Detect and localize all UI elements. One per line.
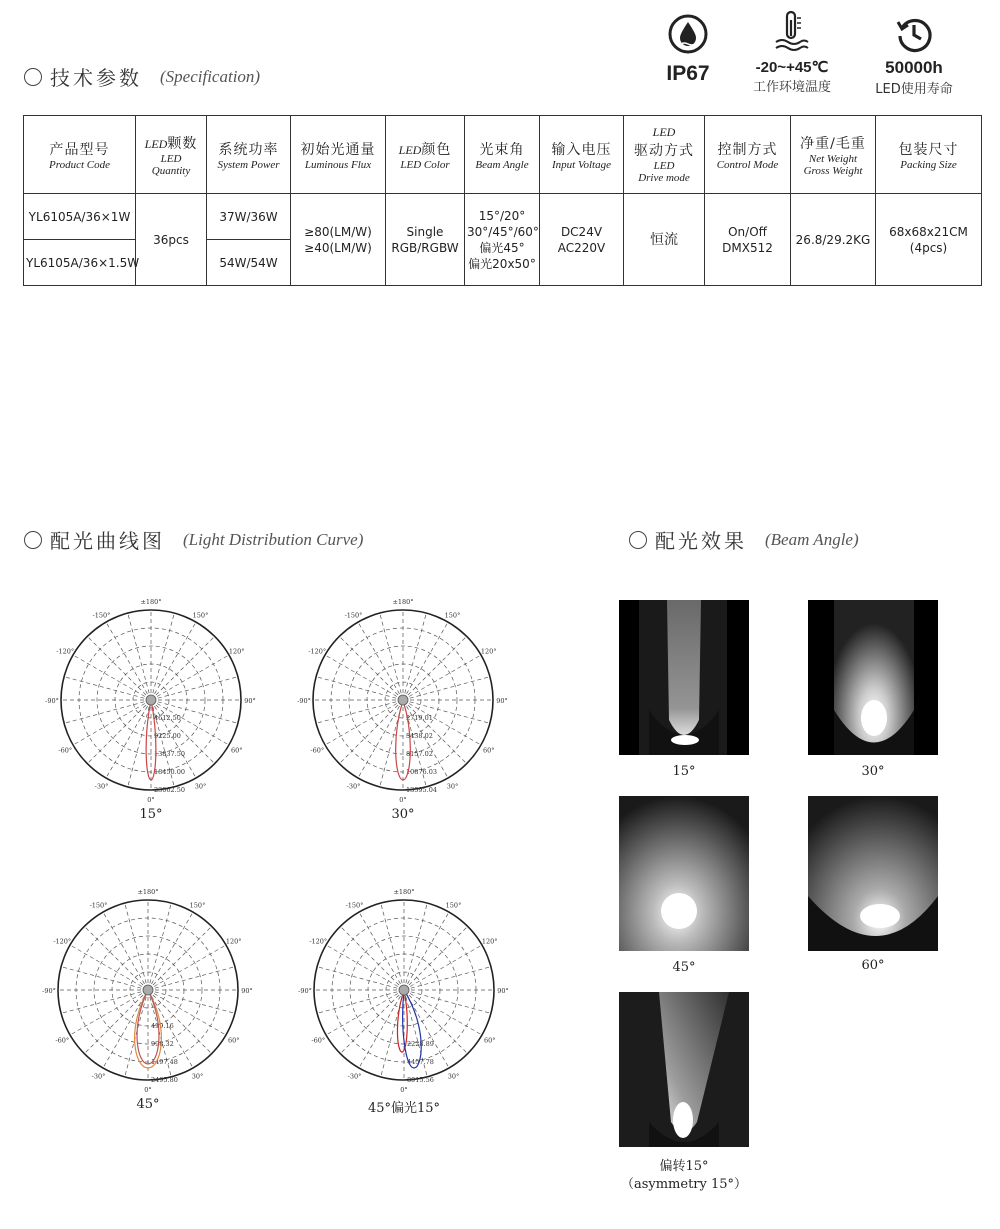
polar-spoke <box>73 700 151 745</box>
header-beam-angle: 光束角 Beam Angle <box>465 116 540 194</box>
temperature-range: -20~+45℃ <box>755 59 829 76</box>
polar-angle-label: 30° <box>447 1072 460 1081</box>
cell-code-1: YL6105A/36×1W <box>24 194 136 240</box>
polar-angle-label: -30° <box>347 1072 362 1081</box>
polar-value-label: 499.16 <box>151 1022 174 1030</box>
spec-table <box>23 115 982 286</box>
polar-spoke <box>87 700 151 764</box>
polar-spoke <box>381 903 404 990</box>
polar-spoke <box>148 945 226 990</box>
polar-angle-label: 150° <box>189 901 206 910</box>
polar-chart-label: 45° <box>136 1097 160 1112</box>
beam-image-45 <box>619 796 749 951</box>
cell-color: Single RGB/RGBW <box>386 194 465 286</box>
curve-title-cn: 配光曲线图 <box>50 529 165 553</box>
beam-image-30 <box>808 600 938 755</box>
beam-section-title <box>629 525 859 554</box>
polar-angle-label: 30° <box>446 782 459 791</box>
polar-value-label: 8915.56 <box>407 1076 434 1084</box>
polar-spoke <box>64 700 151 723</box>
polar-spoke <box>151 622 196 700</box>
polar-center <box>398 695 408 705</box>
polar-spoke <box>340 990 404 1054</box>
beam-label-60: 60° <box>861 958 885 973</box>
polar-angle-label: 0° <box>144 1086 152 1094</box>
polar-spoke <box>128 613 151 700</box>
polar-chart <box>28 885 268 1095</box>
beam-label-30: 30° <box>861 764 885 779</box>
polar-value-label: 5438.02 <box>406 732 433 740</box>
polar-spoke <box>70 945 148 990</box>
cell-flux: ≥80(LM/W) ≥40(LM/W) <box>291 194 386 286</box>
polar-angle-label: -30° <box>346 782 361 791</box>
polar-value-label: 23062.50 <box>154 786 186 794</box>
header-system-power: 系统功率 System Power <box>207 116 291 194</box>
polar-spoke <box>340 926 404 990</box>
polar-angle-label: -120° <box>53 937 72 946</box>
polar-angle-label: 0° <box>147 796 155 804</box>
polar-angle-label: 30° <box>194 782 207 791</box>
polar-angle-label: 0° <box>399 796 407 804</box>
polar-value-label: 1497.48 <box>151 1058 178 1066</box>
polar-value-label: 4457.78 <box>407 1058 434 1066</box>
beam-label-asymmetry-cn: 偏转15° <box>659 1159 709 1174</box>
polar-value-label: 2228.89 <box>407 1040 434 1048</box>
ip-rating: IP67 <box>666 62 710 85</box>
polar-angle-label: 90° <box>497 987 509 995</box>
polar-angle-label: -60° <box>311 1036 326 1045</box>
polar-spoke <box>317 990 404 1013</box>
polar-value-label: 9225.00 <box>154 732 181 740</box>
polar-spoke <box>151 613 174 700</box>
polar-spoke <box>404 903 427 990</box>
cell-weight: 26.8/29.2KG <box>791 194 876 286</box>
polar-angle-label: 60° <box>483 1036 496 1045</box>
polar-spoke <box>73 655 151 700</box>
polar-spoke <box>87 636 151 700</box>
polar-value-label: 998.32 <box>151 1040 174 1048</box>
cell-beam: 15°/20° 30°/45°/60° 偏光45° 偏光20x50° <box>465 194 540 286</box>
polar-spoke <box>151 677 238 700</box>
clock-history-icon <box>894 14 934 54</box>
polar-spoke <box>103 912 148 990</box>
lifetime-hours: 50000h <box>885 58 943 77</box>
polar-angle-label: 150° <box>192 611 209 620</box>
polar-spoke <box>148 912 193 990</box>
polar-value-label: 13837.50 <box>154 750 186 758</box>
polar-spoke <box>404 990 482 1035</box>
polar-spoke <box>148 967 235 990</box>
polar-angle-label: -120° <box>56 647 75 656</box>
polar-center <box>143 985 153 995</box>
spec-title-cn: 技术参数 <box>50 66 142 90</box>
polar-chart <box>284 885 524 1095</box>
polar-spoke <box>61 967 148 990</box>
polar-angle-label: 90° <box>496 697 508 705</box>
polar-angle-label: 0° <box>400 1086 408 1094</box>
circle-bullet-icon <box>629 531 647 549</box>
polar-spoke <box>358 622 403 700</box>
polar-chart-label: 30° <box>391 807 415 822</box>
polar-spoke <box>326 945 404 990</box>
polar-angle-label: -90° <box>298 987 312 995</box>
polar-value-label: 18450.00 <box>154 768 186 776</box>
polar-chart <box>283 595 523 805</box>
polar-spoke <box>316 677 403 700</box>
polar-value-label: 13595.04 <box>406 786 438 794</box>
polar-spoke <box>339 636 403 700</box>
polar-angle-label: 30° <box>191 1072 204 1081</box>
polar-spoke <box>359 912 404 990</box>
polar-spoke <box>125 903 148 990</box>
polar-center <box>146 695 156 705</box>
circle-bullet-icon <box>24 531 42 549</box>
polar-center <box>399 985 409 995</box>
polar-spoke <box>404 967 491 990</box>
beam-label-45: 45° <box>672 960 696 975</box>
header-packing-size: 包装尺寸 Packing Size <box>876 116 982 194</box>
polar-spoke <box>64 677 151 700</box>
beam-title-cn: 配光效果 <box>655 529 747 553</box>
cell-power-1: 37W/36W <box>207 194 291 240</box>
polar-spoke <box>325 655 403 700</box>
polar-spoke <box>151 636 215 700</box>
polar-chart-label: 45°偏光15° <box>367 1101 441 1116</box>
cell-power-2: 54W/54W <box>207 240 291 286</box>
beam-label-asymmetry-en: （asymmetry 15°） <box>620 1177 748 1192</box>
polar-spoke <box>404 990 491 1013</box>
beam-label-15: 15° <box>672 764 696 779</box>
beam-image-asymmetry-15 <box>619 992 749 1147</box>
header-luminous-flux: 初始光通量 Luminous Flux <box>291 116 386 194</box>
polar-angle-label: -60° <box>55 1036 70 1045</box>
beam-image-15 <box>619 600 749 755</box>
polar-angle-label: 120° <box>481 937 498 946</box>
polar-angle-label: ±180° <box>140 598 162 606</box>
polar-angle-label: -90° <box>45 697 59 705</box>
polar-chart <box>31 595 271 805</box>
polar-spoke <box>404 945 482 990</box>
polar-spoke <box>148 990 235 1013</box>
polar-value-label: 2495.80 <box>151 1076 178 1084</box>
polar-spoke <box>148 903 171 990</box>
polar-angle-label: -30° <box>94 782 109 791</box>
polar-angle-label: ±180° <box>393 888 415 896</box>
header-input-voltage: 输入电压 Input Voltage <box>540 116 624 194</box>
polar-angle-label: -90° <box>42 987 56 995</box>
header-led-color: LED颜色 LED Color <box>386 116 465 194</box>
polar-angle-label: -150° <box>92 611 111 620</box>
polar-angle-label: ±180° <box>137 888 159 896</box>
polar-angle-label: 150° <box>445 901 462 910</box>
header-product-code: 产品型号 Product Code <box>24 116 136 194</box>
cell-drive: 恒流 <box>624 194 705 286</box>
polar-angle-label: -60° <box>58 746 73 755</box>
beam-title-en: (Beam Angle) <box>765 529 859 549</box>
temperature-badge <box>742 10 842 95</box>
curve-title-en: (Light Distribution Curve) <box>183 529 364 549</box>
polar-spoke <box>403 613 426 700</box>
polar-spoke <box>403 622 448 700</box>
polar-angle-label: 60° <box>230 746 243 755</box>
polar-spoke <box>106 622 151 700</box>
polar-angle-label: -60° <box>310 746 325 755</box>
cell-packing: 68x68x21CM (4pcs) <box>876 194 982 286</box>
lifetime-badge <box>866 14 962 97</box>
polar-spoke <box>316 700 403 723</box>
polar-spoke <box>148 926 212 990</box>
polar-angle-label: -150° <box>345 901 364 910</box>
polar-spoke <box>70 990 148 1035</box>
polar-value-label: 10876.03 <box>406 768 438 776</box>
polar-angle-label: 60° <box>482 746 495 755</box>
temperature-caption: 工作环境温度 <box>752 80 831 95</box>
polar-spoke <box>403 677 490 700</box>
polar-angle-label: 150° <box>444 611 461 620</box>
polar-spoke <box>84 926 148 990</box>
polar-chart-label: 15° <box>139 807 163 822</box>
cell-code-2: YL6105A/36×1.5W <box>24 240 136 286</box>
polar-angle-label: -120° <box>308 647 327 656</box>
polar-spoke <box>339 700 403 764</box>
polar-angle-label: 120° <box>480 647 497 656</box>
polar-spoke <box>326 990 404 1035</box>
polar-spoke <box>325 700 403 745</box>
header-led-quantity: LED颗数 LED Quantity <box>136 116 207 194</box>
cell-control: On/Off DMX512 <box>705 194 791 286</box>
polar-spoke <box>317 967 404 990</box>
circle-bullet-icon <box>24 68 42 86</box>
polar-spoke <box>403 636 467 700</box>
polar-spoke <box>404 912 449 990</box>
polar-angle-label: 120° <box>225 937 242 946</box>
spec-section-title <box>24 62 260 91</box>
curve-section-title <box>24 525 363 554</box>
polar-spoke <box>125 990 148 1077</box>
polar-spoke <box>380 613 403 700</box>
water-drop-icon <box>668 14 708 54</box>
polar-spoke <box>403 655 481 700</box>
polar-spoke <box>404 926 468 990</box>
polar-angle-label: ±180° <box>392 598 414 606</box>
polar-angle-label: 120° <box>228 647 245 656</box>
thermometer-icon <box>772 10 812 54</box>
polar-angle-label: -150° <box>89 901 108 910</box>
polar-angle-label: 90° <box>244 697 256 705</box>
polar-angle-label: -90° <box>297 697 311 705</box>
header-drive-mode: LED 驱动方式 LED Drive mode <box>624 116 705 194</box>
polar-angle-label: -30° <box>91 1072 106 1081</box>
lifetime-caption: LED使用寿命 <box>875 82 953 97</box>
polar-value-label: 2719.01 <box>406 714 433 722</box>
ip67-badge <box>655 14 721 86</box>
polar-spoke <box>103 990 148 1068</box>
polar-spoke <box>106 700 151 778</box>
polar-angle-label: 60° <box>227 1036 240 1045</box>
polar-spoke <box>151 655 229 700</box>
polar-value-label: 4612.50 <box>154 714 181 722</box>
cell-voltage: DC24V AC220V <box>540 194 624 286</box>
beam-image-60 <box>808 796 938 951</box>
header-weight: 净重/毛重 Net Weight Gross Weight <box>791 116 876 194</box>
polar-angle-label: -120° <box>309 937 328 946</box>
polar-curve <box>146 700 156 780</box>
polar-value-label: 8157.02 <box>406 750 433 758</box>
polar-angle-label: -150° <box>344 611 363 620</box>
table-row <box>24 194 982 240</box>
spec-title-en: (Specification) <box>160 66 261 86</box>
polar-angle-label: 90° <box>241 987 253 995</box>
cell-quantity: 36pcs <box>136 194 207 286</box>
header-control-mode: 控制方式 Control Mode <box>705 116 791 194</box>
table-header-row <box>24 116 982 194</box>
polar-spoke <box>61 990 148 1013</box>
